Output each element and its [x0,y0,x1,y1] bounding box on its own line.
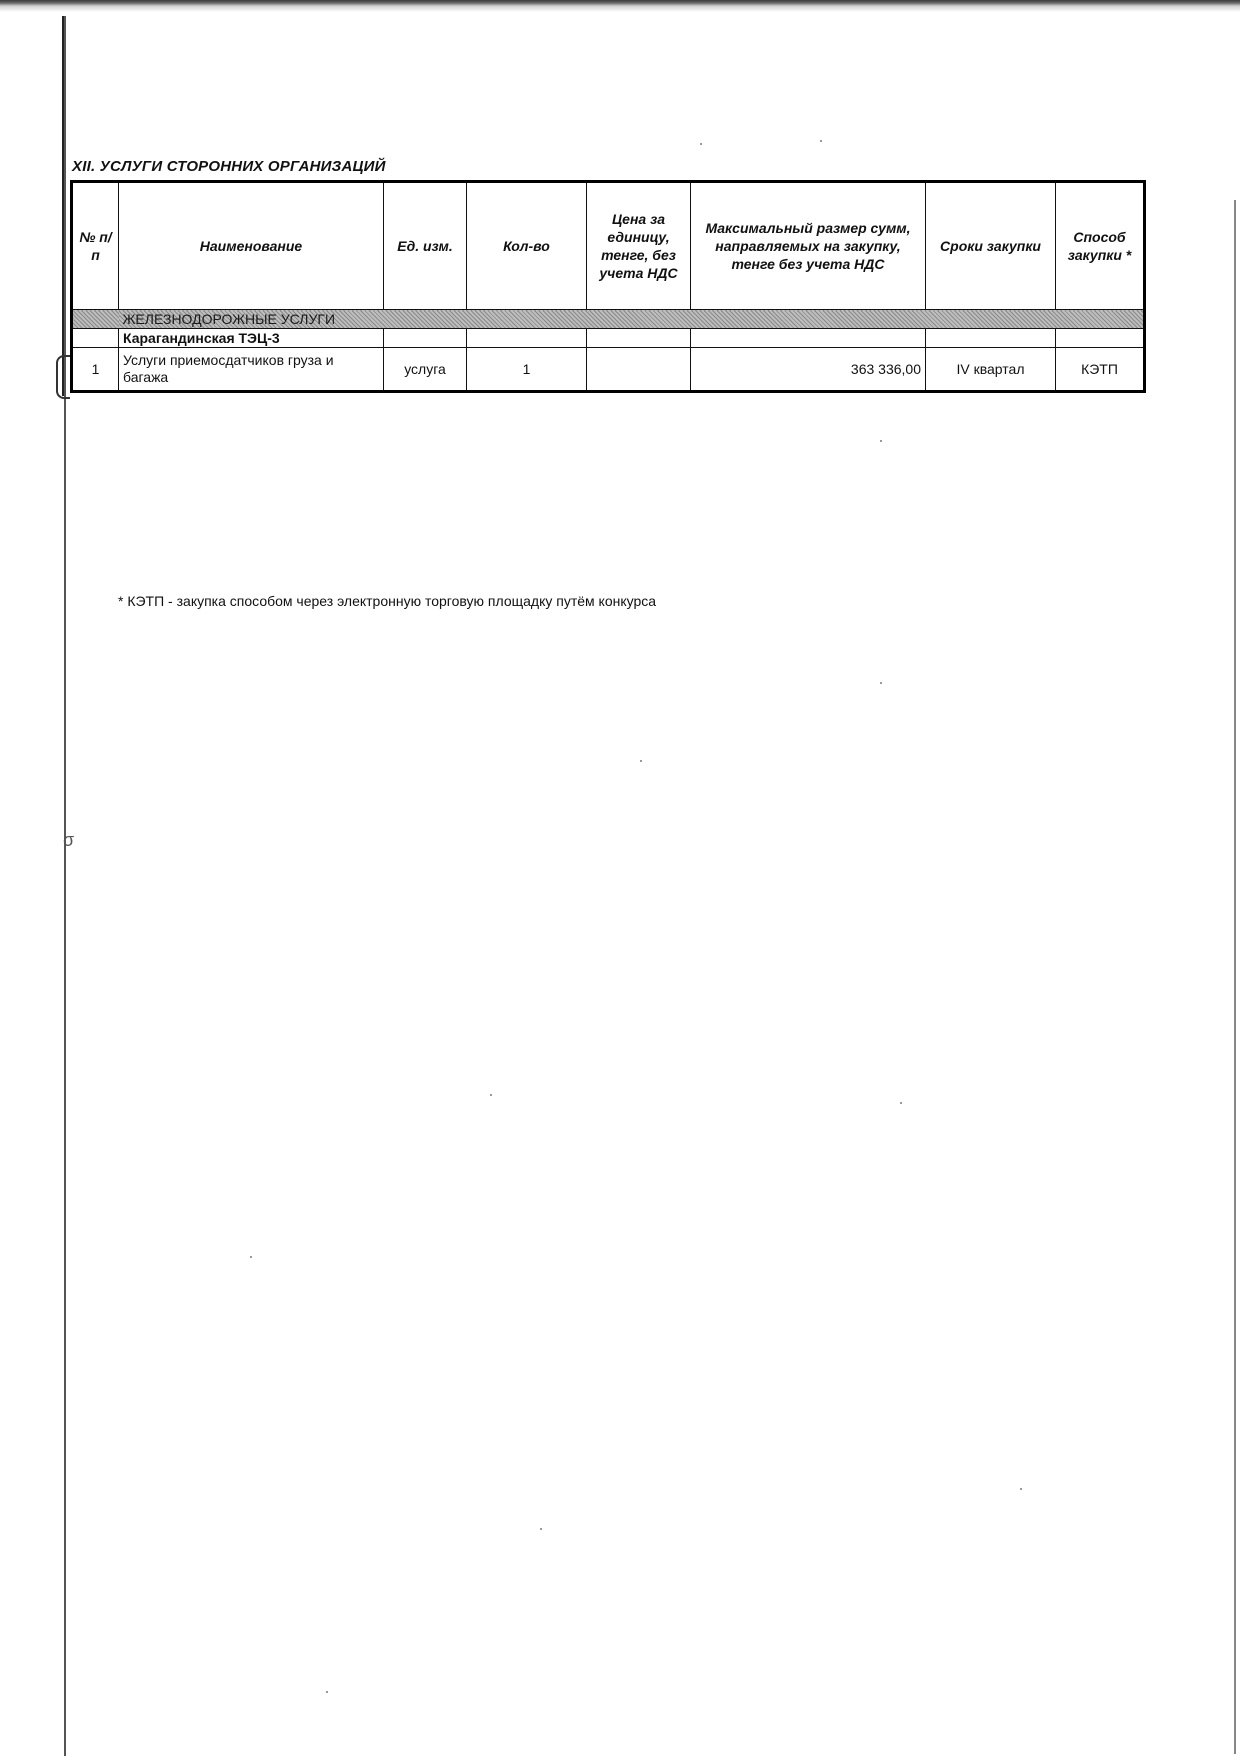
subgroup-cell-empty [467,329,587,348]
category-label: ЖЕЛЕЗНОДОРОЖНЫЕ УСЛУГИ [119,310,1145,329]
scan-speck [700,143,702,145]
subgroup-cell-empty [1056,329,1145,348]
scan-speck [540,1528,542,1530]
category-row [72,310,1145,329]
scan-edge-left [64,16,66,1756]
row-name: Услуги приемосдатчиков груза и багажа [119,348,384,392]
header-num: № п/п [72,182,119,310]
procurement-table [70,180,1146,393]
binding-bracket [56,355,70,399]
row-num: 1 [72,348,119,392]
header-qty: Кол-во [467,182,587,310]
row-period: IV квартал [926,348,1056,392]
scan-border-top [0,0,1240,14]
subgroup-cell-empty [384,329,467,348]
header-price: Цена за единицу, тенге, без учета НДС [587,182,691,310]
header-max-sum: Максимальный размер сумм, направляемых на закупку, тенге без учета НДС [691,182,926,310]
header-method: Способ закупки * [1056,182,1145,310]
table-row [72,348,1145,392]
header-name: Наименование [119,182,384,310]
scan-speck [1020,1488,1022,1490]
row-method: КЭТП [1056,348,1145,392]
scan-speck [820,140,822,142]
row-max-sum: 363 336,00 [691,348,926,392]
subgroup-label: Карагандинская ТЭЦ-3 [119,329,384,348]
header-period: Сроки закупки [926,182,1056,310]
scan-speck [880,440,882,442]
category-cell-num [72,310,119,329]
scan-speck [900,1102,902,1104]
header-unit: Ед. изм. [384,182,467,310]
subgroup-row [72,329,1145,348]
row-price [587,348,691,392]
binding-mark: σ [63,830,75,850]
subgroup-cell-num [72,329,119,348]
scan-speck [326,1691,328,1693]
scan-speck [490,1094,492,1096]
scan-speck [250,1256,252,1258]
scan-edge-right [1234,200,1236,1754]
subgroup-cell-empty [587,329,691,348]
footnote: * КЭТП - закупка способом через электронную торговую площадку путём конкурса [118,593,657,609]
section-title: XII. УСЛУГИ СТОРОННИХ ОРГАНИЗАЦИЙ [72,158,386,175]
subgroup-cell-empty [926,329,1056,348]
row-qty: 1 [467,348,587,392]
scan-speck [880,682,882,684]
table-header-row [72,182,1145,310]
subgroup-cell-empty [691,329,926,348]
row-unit: услуга [384,348,467,392]
scan-speck [640,760,642,762]
